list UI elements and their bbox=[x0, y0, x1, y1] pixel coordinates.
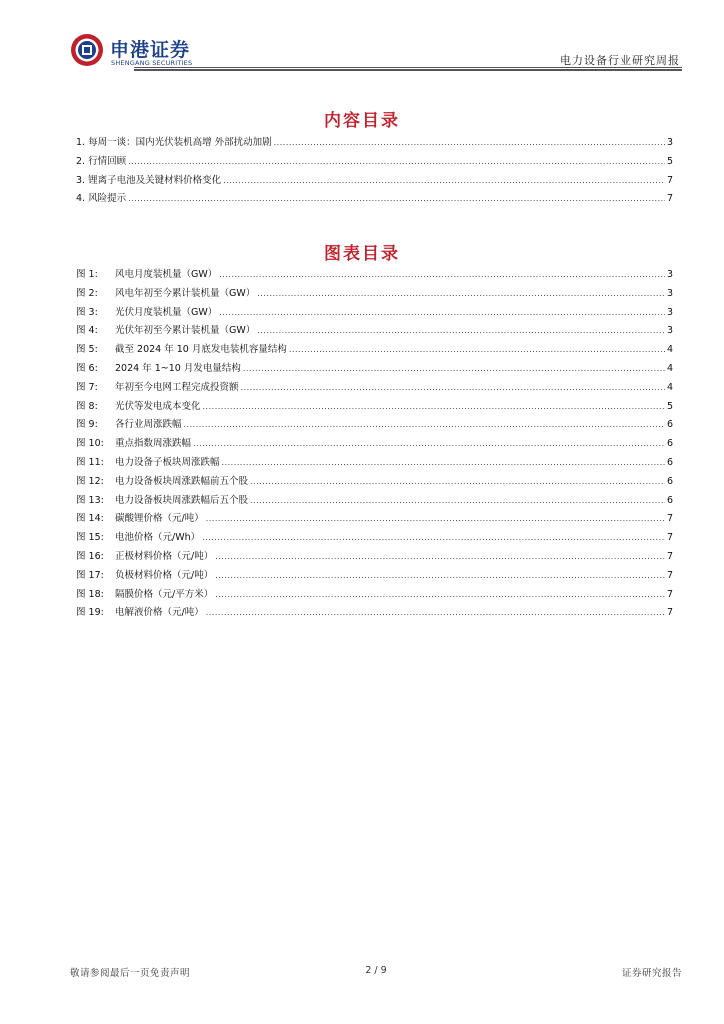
figure-item-entry bbox=[76, 567, 213, 581]
figure-item-entry bbox=[76, 341, 287, 355]
figure-item-entry bbox=[76, 416, 182, 430]
leader-dots bbox=[257, 326, 665, 335]
figure-item-number: 图 1: bbox=[76, 269, 98, 280]
brand-name: 申港证券 bbox=[110, 39, 191, 61]
figure-item-label: 电解液价格（元/吨） bbox=[115, 607, 204, 619]
figure-item-number: 图 8: bbox=[76, 400, 98, 412]
leader-dots bbox=[219, 308, 665, 317]
figure-item-page: 6 bbox=[666, 475, 673, 487]
figure-item-number: 图 6: bbox=[76, 362, 98, 374]
figure-item-page: 7 bbox=[666, 513, 673, 525]
figure-item[interactable] bbox=[76, 379, 673, 398]
figure-item-entry bbox=[76, 548, 213, 562]
leader-dots bbox=[128, 157, 665, 166]
header-divider-thick bbox=[134, 69, 682, 71]
toc-item-number: 4. bbox=[76, 193, 86, 205]
leader-dots bbox=[289, 345, 665, 354]
toc-item-entry bbox=[76, 172, 221, 186]
figure-item-label: 风电年初至今累计装机量（GW） bbox=[115, 287, 256, 299]
figure-item-label: 电力设备板块周涨跌幅前五个股 bbox=[115, 475, 249, 487]
figure-item-label: 各行业周涨跌幅 bbox=[115, 419, 182, 431]
figure-item-entry bbox=[76, 586, 213, 600]
toc-item-entry bbox=[76, 153, 126, 167]
toc-item[interactable] bbox=[76, 153, 673, 172]
figure-item-number: 图 15: bbox=[76, 532, 104, 544]
figure-item-entry bbox=[76, 510, 204, 524]
figure-item-label: 碳酸锂价格（元/吨） bbox=[115, 513, 204, 525]
figure-item-label: 电力设备子板块周涨跌幅 bbox=[115, 456, 220, 468]
figure-item[interactable] bbox=[76, 492, 673, 511]
leader-dots bbox=[206, 514, 665, 523]
figure-item-page: 4 bbox=[666, 344, 673, 356]
figure-item-label: 光伏月度装机量（GW） bbox=[115, 306, 218, 318]
contents-list bbox=[76, 134, 673, 209]
toc-item-entry bbox=[76, 134, 272, 148]
figure-item-entry bbox=[76, 398, 201, 412]
figure-item-number: 图 13: bbox=[76, 494, 104, 506]
figure-item[interactable] bbox=[76, 435, 673, 454]
leader-dots bbox=[215, 571, 665, 580]
figure-item-number: 图 9: bbox=[76, 419, 98, 431]
figure-item-number: 图 18: bbox=[76, 588, 104, 600]
toc-item-page: 3 bbox=[666, 137, 673, 148]
leader-dots bbox=[193, 439, 665, 448]
figure-item[interactable] bbox=[76, 360, 673, 379]
toc-item-page: 7 bbox=[666, 193, 673, 205]
figure-item-number: 图 3: bbox=[76, 306, 98, 318]
figure-item-label: 正极材料价格（元/吨） bbox=[115, 550, 214, 562]
figure-item-entry bbox=[76, 322, 255, 336]
figure-item-number: 图 10: bbox=[76, 438, 104, 450]
toc-item-number: 2. bbox=[76, 155, 86, 167]
toc-item-number: 3. bbox=[76, 174, 86, 186]
report-type: 电力设备行业研究周报 bbox=[560, 54, 680, 67]
figure-item-page: 7 bbox=[666, 569, 673, 581]
figure-item-page: 3 bbox=[666, 269, 673, 280]
figure-item-label: 重点指数周涨跌幅 bbox=[115, 438, 192, 450]
figure-item[interactable] bbox=[76, 454, 673, 473]
toc-item-label: 风险提示 bbox=[88, 193, 127, 205]
figure-item-label: 光伏等发电成本变化 bbox=[115, 400, 201, 412]
figure-item[interactable] bbox=[76, 548, 673, 567]
figure-item-page: 6 bbox=[666, 438, 673, 450]
leader-dots bbox=[241, 383, 665, 392]
figure-item-entry bbox=[76, 285, 255, 299]
figure-item-entry bbox=[76, 435, 191, 449]
figure-item-entry bbox=[76, 454, 220, 468]
leader-dots bbox=[274, 138, 665, 147]
footer-doc-type: 证券研究报告 bbox=[621, 968, 682, 979]
figure-item-page: 4 bbox=[666, 381, 673, 393]
header-divider bbox=[134, 67, 682, 68]
figure-item[interactable] bbox=[76, 510, 673, 529]
figure-item-page: 3 bbox=[666, 325, 673, 337]
figure-item[interactable] bbox=[76, 266, 673, 285]
figure-item-number: 图 12: bbox=[76, 475, 104, 487]
figure-item[interactable] bbox=[76, 529, 673, 548]
toc-item-label: 锂离子电池及关键材料价格变化 bbox=[88, 174, 222, 186]
toc-item-page: 5 bbox=[666, 155, 673, 167]
footer-disclaimer: 敬请参阅最后一页免责声明 bbox=[70, 968, 191, 979]
toc-item-entry bbox=[76, 190, 126, 204]
figure-item[interactable] bbox=[76, 604, 673, 623]
figure-item-number: 图 16: bbox=[76, 550, 104, 562]
leader-dots bbox=[206, 608, 665, 617]
figure-item[interactable] bbox=[76, 322, 673, 341]
figure-item-number: 图 2: bbox=[76, 287, 98, 299]
figure-item-label: 年初至今电网工程完成投资额 bbox=[115, 381, 239, 393]
figure-item-label: 风电月度装机量（GW） bbox=[115, 269, 218, 280]
figure-item-label: 负极材料价格（元/吨） bbox=[115, 569, 214, 581]
figure-item-page: 7 bbox=[666, 550, 673, 562]
figure-item-label: 电力设备板块周涨跌幅后五个股 bbox=[115, 494, 249, 506]
figure-item-number: 图 17: bbox=[76, 569, 104, 581]
toc-item-label: 每周一谈：国内光伏装机高增 外部扰动加剧 bbox=[88, 137, 272, 148]
leader-dots bbox=[223, 176, 665, 185]
figure-item[interactable] bbox=[76, 416, 673, 435]
leader-dots bbox=[203, 402, 665, 411]
toc-item-number: 1. bbox=[76, 137, 86, 148]
figure-item-page: 6 bbox=[666, 494, 673, 506]
leader-dots bbox=[215, 590, 665, 599]
figure-item-page: 7 bbox=[666, 607, 673, 619]
figure-item[interactable] bbox=[76, 285, 673, 304]
leader-dots bbox=[257, 289, 665, 298]
page-header bbox=[70, 30, 682, 72]
figure-item-label: 光伏年初至今累计装机量（GW） bbox=[115, 325, 256, 337]
figure-item-entry bbox=[76, 492, 248, 506]
figure-item[interactable] bbox=[76, 304, 673, 323]
leader-dots bbox=[250, 477, 665, 486]
figure-item-label: 隔膜价格（元/平方米） bbox=[115, 588, 214, 600]
figure-item[interactable] bbox=[76, 473, 673, 492]
figure-item-number: 图 19: bbox=[76, 607, 104, 619]
leader-dots bbox=[219, 270, 665, 279]
toc-item[interactable] bbox=[76, 190, 673, 209]
footer-page-indicator: 2 / 9 bbox=[365, 965, 387, 976]
figure-item-page: 3 bbox=[666, 287, 673, 299]
figure-item-entry bbox=[76, 604, 204, 618]
figure-item-label: 电池价格（元/Wh） bbox=[115, 532, 201, 544]
leader-dots bbox=[202, 533, 665, 542]
figure-item-number: 图 7: bbox=[76, 381, 98, 393]
figure-item-entry bbox=[76, 304, 217, 318]
figure-item[interactable] bbox=[76, 398, 673, 417]
toc-item[interactable] bbox=[76, 172, 673, 191]
figure-item-page: 5 bbox=[666, 400, 673, 412]
contents-title: 内容目录 bbox=[324, 111, 400, 131]
figure-item[interactable] bbox=[76, 341, 673, 360]
toc-item-label: 行情回顾 bbox=[88, 155, 127, 167]
leader-dots bbox=[250, 496, 665, 505]
shengang-logo-icon bbox=[70, 33, 104, 67]
figures-list bbox=[76, 266, 673, 623]
leader-dots bbox=[184, 420, 665, 429]
figure-item-page: 4 bbox=[666, 362, 673, 374]
figure-item-page: 3 bbox=[666, 306, 673, 318]
figure-item[interactable] bbox=[76, 586, 673, 605]
figures-title: 图表目录 bbox=[324, 244, 400, 264]
leader-dots bbox=[222, 458, 665, 467]
figure-item-entry bbox=[76, 266, 217, 280]
figure-item-entry bbox=[76, 473, 248, 487]
figure-item-page: 6 bbox=[666, 419, 673, 431]
figure-item-label: 2024 年 1~10 月发电量结构 bbox=[115, 362, 241, 374]
toc-item-page: 7 bbox=[666, 174, 673, 186]
figure-item-number: 图 4: bbox=[76, 325, 98, 337]
figure-item-entry bbox=[76, 360, 241, 374]
toc-item[interactable] bbox=[76, 134, 673, 153]
figure-item-number: 图 14: bbox=[76, 513, 104, 525]
figure-item-number: 图 5: bbox=[76, 344, 98, 356]
leader-dots bbox=[243, 364, 665, 373]
figure-item-entry bbox=[76, 379, 239, 393]
figure-item-page: 7 bbox=[666, 532, 673, 544]
leader-dots bbox=[215, 552, 665, 561]
figure-item-page: 7 bbox=[666, 588, 673, 600]
figure-item-number: 图 11: bbox=[76, 456, 104, 468]
leader-dots bbox=[128, 194, 665, 203]
figure-item-label: 截至 2024 年 10 月底发电装机容量结构 bbox=[115, 344, 287, 356]
figure-item-entry bbox=[76, 529, 200, 543]
figure-item-page: 6 bbox=[666, 456, 673, 468]
figure-item[interactable] bbox=[76, 567, 673, 586]
brand-name-en: SHENGANG SECURITIES bbox=[111, 59, 193, 67]
